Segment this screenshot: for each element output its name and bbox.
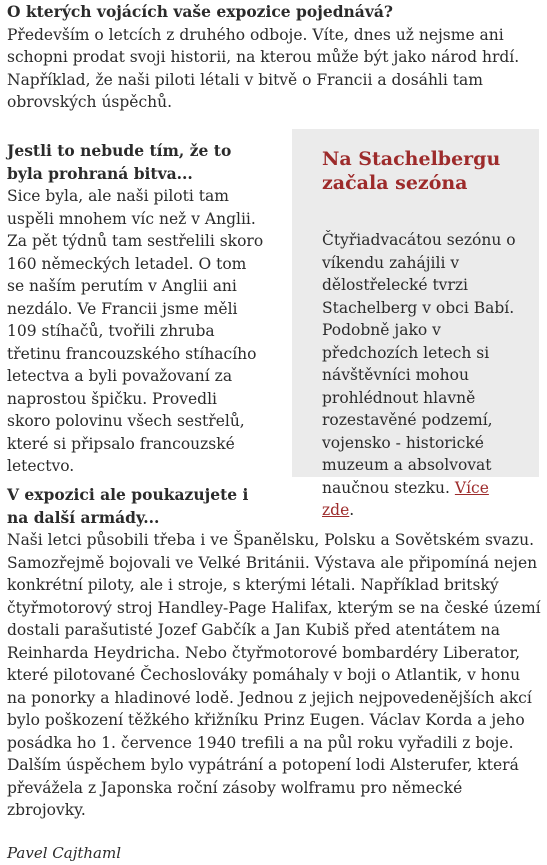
related-article-period: . [349,501,355,519]
read-more-link[interactable]: Více zde [322,478,489,519]
interview-section-1 [7,1,542,114]
author-signature: Pavel Cajthaml [7,844,122,862]
answer-paragraph: Naši letci působili třeba i ve Španělsku, Polsku a Sovětském svazu. Samozřejmě bojovali ve Velké Británii. Výstava ale připomíná nejen konkrétní piloty, ale i stroje, s kterými létali. Například britský čtyřmotorový stroj Handley-Page Halifax, kterým se na české území dostali parašutisté Jozef Gabčík a Jan Kubiš před atentátem na Reinharda Heydricha. Nebo čtyřmotorové bombardéry Liberator, které pilotované Čechoslováky pomáhaly v boji o Atlantik, v honu na ponorky a hladinové lodě. Jednou z jejich nejpovedenějších akcí bylo poškození těžkého křižníku Prinz Eugen. Václav Korda a jeho posádka ho 1. července 1940 trefili a na půl roku vyřadili z boje. Dalším úspěchem bylo vypátrání a potopení lodi Alsterufer, která převážela z Japonska roční zásoby wolframu pro německé zbrojovky. [7,531,541,819]
related-article-title: Na Stachelbergu začala sezóna [322,148,501,194]
question-heading: O kterých vojácích vaše expozice pojednává? [7,2,393,21]
answer-paragraph: Především o letcích z druhého odboje. Víte, dnes už nejsme ani schopni prodat svoji historii, na kterou může být jako národ hrdí. Například, že naši piloti létali v bitvě o Francii a dosáhli tam obrovských úspěchů. [7,25,520,111]
interview-section-2 [7,140,265,478]
interview-section-3 [7,484,542,822]
answer-paragraph: Sice byla, ale naši piloti tam uspěli mnohem víc než v Anglii. Za pět týdnů tam sestřelili skoro 160 německých letadel. O tom se naším perutím v Anglii ani nezdálo. Ve Francii jsme měli 109 stíhačů, tvořili zhruba třetinu francouzského stíhacího letectva a byli považovaní za naprostou špičku. Provedli skoro polovinu všech sestřelů, které si připsalo francouzské letectvo. [7,187,264,475]
related-article-box [292,129,539,519]
related-article-text [322,229,517,522]
question-heading: Jestli to nebude tím, že to byla prohraná bitva... [7,141,232,183]
question-heading: V expozici ale poukazujete i na další armády... [7,485,249,527]
related-article-body: Čtyřiadvacátou sezónu o víkendu zahájili v dělostřelecké tvrzi Stachelberg v obci Babí. Podobně jako v předchozích letech si návštěvníci mohou prohlédnout hlavně rozestavěné podzemí, vojensko - historické muzeum a absolvovat naučnou stezku. [322,231,516,497]
